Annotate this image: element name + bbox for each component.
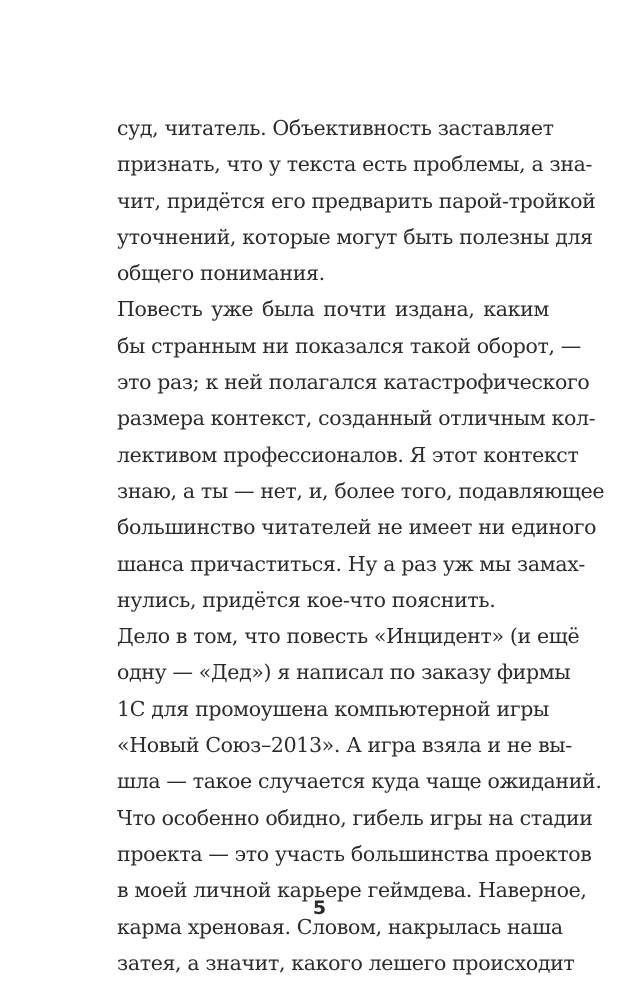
text-line: большинство читателей не имеет ни единого — [117, 515, 597, 540]
text-line: затея, а значит, какого лешего происходит — [117, 950, 575, 975]
text-line: размера контекст, созданный отличным кол- — [117, 406, 596, 431]
text-line: Что особенно обидно, гибель игры на стадии — [117, 805, 593, 830]
text-line: чит, придётся его предварить парой-тройкой — [117, 188, 596, 213]
text-line: знаю, а ты — нет, и, более того, подавляющее — [117, 478, 605, 503]
text-line: Повесть уже была почти издана, каким — [117, 297, 549, 322]
text-line: проекта — это участь большинства проектов — [117, 841, 592, 866]
text-line: одну — «Дед») я написал по заказу фирмы — [117, 660, 571, 685]
page-number: 5 — [312, 897, 327, 919]
text-line: суд, читатель. Объективность заставляет — [117, 116, 554, 140]
text-line: шанса причаститься. Ну а раз уж мы замах- — [117, 551, 585, 576]
text-line: общего понимания. — [117, 261, 325, 286]
text-line: шла — такое случается куда чаще ожиданий. — [117, 769, 602, 794]
text-line: лективом профессионалов. Я этот контекст — [117, 442, 579, 467]
body-text — [117, 110, 605, 981]
text-line: уточнений, которые могут быть полезны для — [117, 224, 593, 249]
text-line: карма хреновая. Словом, накрылась наша — [117, 914, 563, 939]
text-line: признать, что у текста есть проблемы, а зна- — [117, 152, 593, 177]
text-line: нулись, придётся кое-что пояснить. — [117, 587, 496, 612]
text-line: бы странным ни показался такой оборот, — — [117, 333, 581, 358]
text-line: это раз; к ней полагался катастрофического — [117, 370, 590, 395]
text-line: в моей личной карьере геймдева. Наверное, — [117, 878, 587, 903]
text-line: «Новый Союз–2013». А игра взяла и не вы- — [117, 733, 572, 758]
text-line: Дело в том, что повесть «Инцидент» (и ещё — [117, 624, 580, 649]
text-line: 1С для промоушена компьютерной игры — [117, 696, 549, 721]
